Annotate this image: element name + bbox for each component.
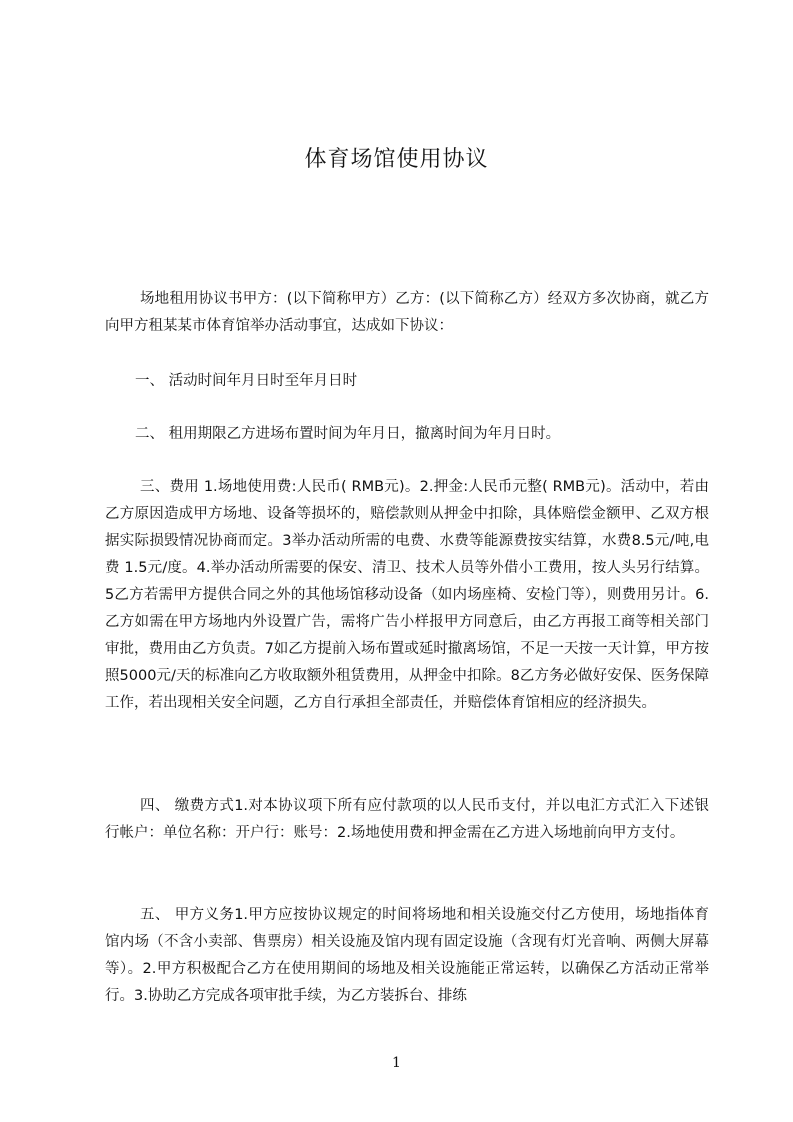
clause-party-a-obligations: 五、 甲方义务1.甲方应按协议规定的时间将场地和相关设施交付乙方使用，场地指体育馆内场（不含小卖部、售票房）相关设施及馆内现有固定设施（含现有灯光音响、两侧大屏幕等）。2.甲方积极配合乙方在使用期间的场地及相关设施能正常运转，以确保乙方活动正常举行。3.协助乙方完成各项审批手续，为乙方装拆台、排练	[105, 907, 709, 1004]
page-number: 1	[392, 1055, 401, 1071]
intro-paragraph: 场地租用协议书甲方：(以下简称甲方）乙方：(以下简称乙方）经双方多次协商，就乙方向甲方租某某市体育馆举办活动事宜，达成如下协议：	[105, 291, 709, 334]
document-title: 体育场馆使用协议	[304, 147, 489, 172]
clause-payment-method: 四、 缴费方式1.对本协议项下所有应付款项的以人民币支付，并以电汇方式汇入下述银行帐户：单位名称：开户行：账号：2.场地使用费和押金需在乙方进入场地前向甲方支付。	[105, 798, 709, 841]
clause-fees: 三、费用 1.场地使用费:人民币( RMB元)。2.押金:人民币元整( RMB元)。活动中，若由乙方原因造成甲方场地、设备等损坏的，赔偿款则从押金中扣除，具体赔偿金额甲、乙双方根据实际损毁情况协商而定。3举办活动所需的电费、水费等能源费按实结算，水费8.5元/吨,电费 1.5元/度。4.举办活动所需要的保安、清卫、技术人员等外借小工费用，按人头另行结算。5乙方若需甲方提供合同之外的其他场馆移动设备（如内场座椅、安检门等），则费用另计。6.乙方如需在甲方场地内外设置广告，需将广告小样报甲方同意后，由乙方再报工商等相关部门审批，费用由乙方负责。7如乙方提前入场布置或延时撤离场馆，不足一天按一天计算，甲方按照5000元/天的标准向乙方收取额外租赁费用，从押金中扣除。8乙方务必做好安保、医务保障工作，若出现相关安全问题，乙方自行承担全部责任，并赔偿体育馆相应的经济损失。	[105, 479, 709, 711]
clause-rental-period: 二、 租用期限乙方进场布置时间为年月日，撤离时间为年月日时。	[135, 426, 561, 442]
clause-activity-time: 一、 活动时间年月日时至年月日时	[135, 373, 358, 389]
